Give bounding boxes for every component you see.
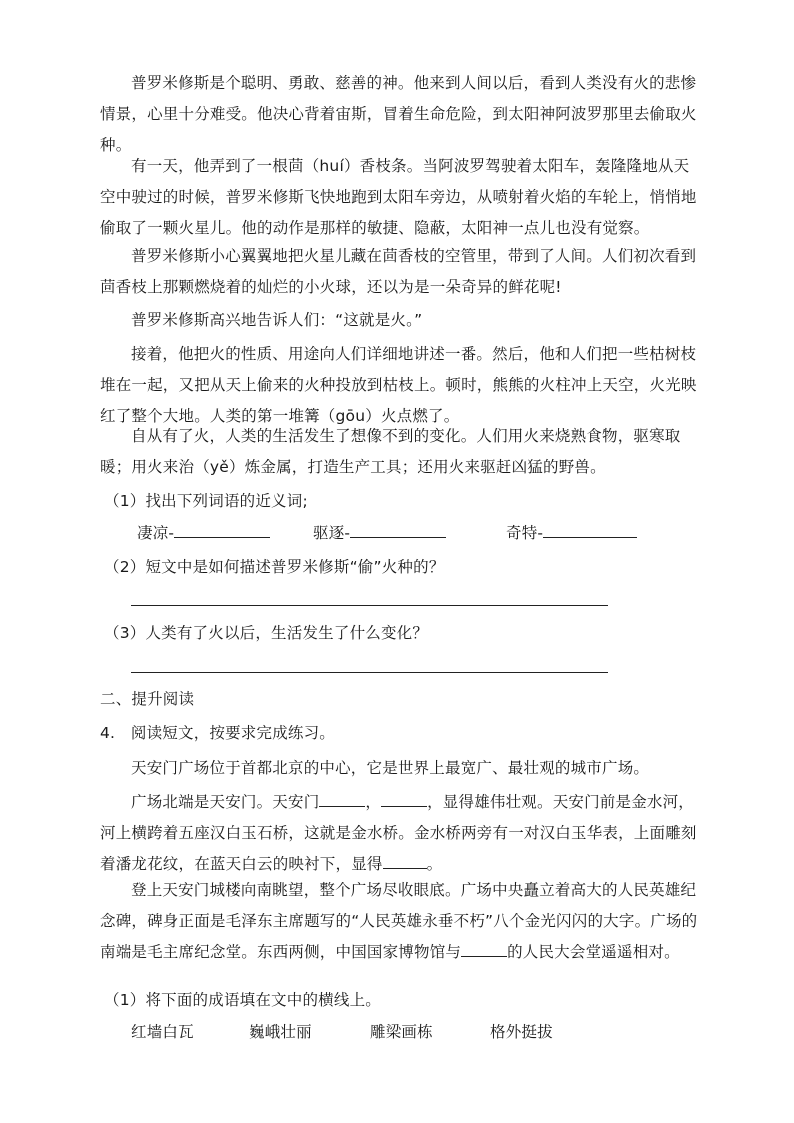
synonym-answer-blank[interactable] [174,523,270,538]
passage2-text: ， [365,793,382,811]
passage2-text: 的人民大会堂遥遥相对。 [507,943,680,961]
fill-blank-2[interactable] [381,792,427,807]
passage2-text: ，显得雄伟壮观。天安门前是金水河，河上横跨着五座汉白玉石桥，这就是金水桥。金水桥两旁有一对汉白玉华表，上面雕刻着潘龙花纹，在蓝天白云的映衬下，显得 [100,793,697,873]
question-1-1: （1）找出下列词语的近义词; [104,492,308,510]
synonym-word: 驱逐- [313,524,351,542]
passage2-paragraph-3 [100,875,700,968]
fill-blank-4[interactable] [461,942,507,957]
section-2-item-4: 4. 阅读短文，按要求完成练习。 [100,724,335,742]
idiom-option-4: 格外挺拔 [490,1023,553,1041]
passage2-paragraph-2 [100,787,700,880]
synonym-item-3 [506,521,637,543]
answer-line-q2[interactable] [131,605,608,606]
passage1-paragraph-3: 普罗米修斯小心翼翼地把火星儿藏在茴香枝的空管里，带到了人间。人们初次看到茴香枝上那颗燃烧着的灿烂的小火球，还以为是一朵奇异的鲜花呢! [100,247,697,296]
question-2-1: （1）将下面的成语填在文中的横线上。 [104,991,381,1009]
section-2-heading: 二、提升阅读 [100,690,195,708]
passage2-paragraph-1: 天安门广场位于首都北京的中心，它是世界上最宽广、最壮观的城市广场。 [131,759,650,777]
answer-line-q3[interactable] [131,672,608,673]
synonym-item-1 [137,521,270,543]
passage1-paragraph-6: 自从有了火，人类的生活发生了想像不到的变化。人们用火来烧熟食物，驱寒取暖；用火来治（yě）炼金属，打造生产工具；还用火来驱赶凶猛的野兽。 [100,427,681,476]
passage2-text: 广场北端是天安门。天安门 [131,793,320,811]
fill-blank-1[interactable] [319,792,365,807]
idiom-option-2: 巍峨壮丽 [249,1023,312,1041]
fill-blank-3[interactable] [383,854,427,869]
idiom-option-1: 红墙白瓦 [131,1023,194,1041]
passage2-text: 。 [426,855,443,873]
passage2-text: 登上天安门城楼向南眺望，整个广场尽收眼底。广场中央矗立着高大的人民英雄纪念碑，碑身正面是毛泽东主席题写的“人民英雄永垂不朽”八个金光闪闪的大字。广场的南端是毛主席纪念堂。东西两侧，中国国家博物馆与 [100,881,698,961]
synonym-word: 奇特- [506,524,544,542]
synonym-item-2 [313,521,446,543]
synonym-answer-blank[interactable] [543,523,637,538]
synonym-answer-blank[interactable] [350,523,446,538]
passage1-paragraph-4: 普罗米修斯高兴地告诉人们：“这就是火。” [131,311,423,329]
synonym-word: 凄凉- [137,524,175,542]
passage1-paragraph-2: 有一天，他弄到了一根茴（huí）香枝条。当阿波罗驾驶着太阳车，轰隆隆地从天空中驶过的时候，普罗米修斯飞快地跑到太阳车旁边，从喷射着火焰的车轮上，悄悄地偷取了一颗火星儿。他的动作是那样的敏捷、隐蔽，太阳神一点儿也没有觉察。 [100,157,697,237]
question-1-3: （3）人类有了火以后，生活发生了什么变化？ [104,624,429,642]
question-1-2: （2）短文中是如何描述普罗米修斯“偷”火种的？ [104,558,445,576]
passage1-paragraph-1: 普罗米修斯是个聪明、勇敢、慈善的神。他来到人间以后，看到人类没有火的悲惨情景，心里十分难受。他决心背着宙斯，冒着生命危险，到太阳神阿波罗那里去偷取火种。 [100,74,697,154]
idiom-option-3: 雕梁画栋 [370,1023,433,1041]
passage1-paragraph-5: 接着，他把火的性质、用途向人们详细地讲述一番。然后，他和人们把一些枯树枝堆在一起，又把从天上偷来的火种投放到枯枝上。顿时，熊熊的火柱冲上天空，火光映红了整个大地。人类的第一堆篝（gōu）火点燃了。 [100,345,697,425]
